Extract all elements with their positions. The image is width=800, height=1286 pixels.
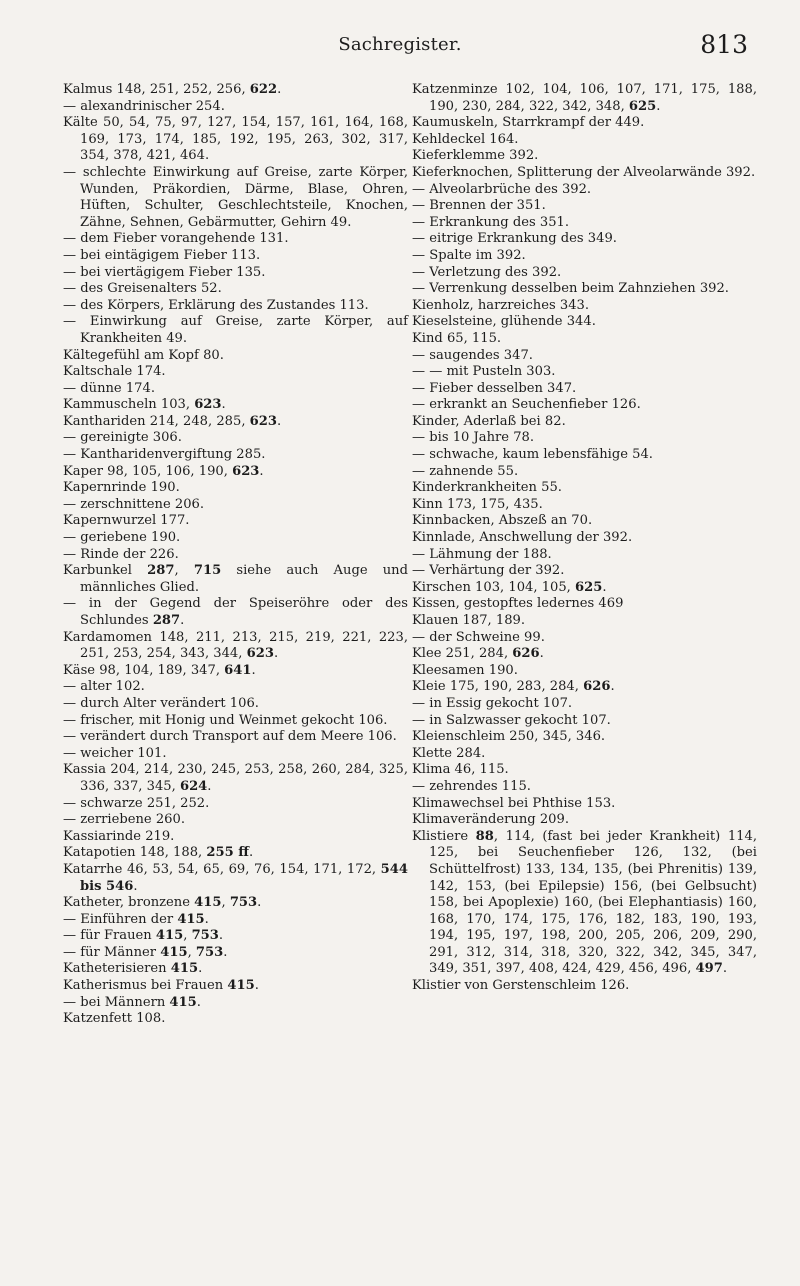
index-entry: Kleie 175, 190, 283, 284, 626. [412,679,615,695]
index-entry: Kinderkrankheiten 55. [412,480,562,496]
index-entry: — Verhärtung der 392. [412,563,565,579]
index-entry: Kieferklemme 392. [412,148,539,164]
index-entry: — frischer, mit Honig und Weinmet gekocht 106. [63,712,388,728]
index-entry: Kirschen 103, 104, 105, 625. [412,579,607,595]
index-entry: Katzenminze 102, 104, 106, 107, 171, 175, 188, 190, 230, 284, 322, 342, 348, 625. [412,82,757,114]
index-entry: Kapernwurzel 177. [63,513,190,529]
index-entry: Klimawechsel bei Phthise 153. [412,795,616,811]
index-entry: Klima 46, 115. [412,762,509,778]
index-entry: — dem Fieber vorangehende 131. [63,231,289,247]
index-entry: — zerschnittene 206. [63,496,205,512]
index-entry: Kind 65, 115. [412,330,502,346]
index-entry: Katzenfett 108. [63,1011,166,1027]
index-entry: — der Schweine 99. [412,629,545,645]
index-entry: Klistiere 88, 114, (fast bei jeder Krankheit) 114, 125, bei Seuchenfieber 126, 132, (bei Schüttelfrost) 133, 134, 135, (bei Phrenitis) 139, 142, 153, (bei Epilepsie) 156, (bei Gelbsucht) 158, bei Apoplexie) 160, (bei Elephantiasis) 160, 168, 170, 174, 175, 176, 182, 183, 190, 193, 194, 195, 197, 198, 200, 205, 206, 209, 290, 291, 312, 314, 318, 320, 322, 342, 345, 347, 349, 351, 397, 408, 424, 429, 456, 496, 497. [412,828,757,977]
index-entry: — alter 102. [63,679,145,695]
index-entry: Kanthariden 214, 248, 285, 623. [63,413,282,429]
index-entry: — eitrige Erkrankung des 349. [412,231,617,247]
index-entry: — Verrenkung desselben beim Zahnziehen 392. [412,281,729,297]
index-entry: — weicher 101. [63,745,167,761]
index-entry: — saugendes 347. [412,347,533,363]
index-column-left [63,82,408,1028]
index-entry: — Brennen der 351. [412,198,546,214]
index-entry: Kammuscheln 103, 623. [63,397,226,413]
index-entry: — alexandrinischer 254. [63,98,225,114]
index-entry: — Fieber desselben 347. [412,380,577,396]
index-entry: — zahnende 55. [412,463,519,479]
index-entry: — bei viertägigem Fieber 135. [63,264,266,280]
page-number: 813 [700,30,748,59]
index-entry: Kälte 50, 54, 75, 97, 127, 154, 157, 161, 164, 168, 169, 173, 174, 185, 192, 195, 263, 302, 317, 354, 378, 421, 464. [63,115,408,164]
index-entry: — in Salzwasser gekocht 107. [412,712,611,728]
index-entry: — des Körpers, Erklärung des Zustandes 113. [63,297,369,313]
index-entry: Klistier von Gerstenschleim 126. [412,978,630,994]
index-entry: Kinn 173, 175, 435. [412,496,543,512]
index-entry: Klauen 187, 189. [412,613,526,628]
index-entry: Kinnlade, Anschwellung der 392. [412,530,633,546]
index-entry: — Verletzung des 392. [412,264,562,280]
index-entry: Kissen, gestopftes ledernes 469 [412,596,624,612]
index-entry: Käse 98, 104, 189, 347, 641. [63,662,256,678]
index-entry: Katherismus bei Frauen 415. [63,978,259,994]
index-entry: Kehldeckel 164. [412,131,519,147]
index-entry: Kassia 204, 214, 230, 245, 253, 258, 260, 284, 325, 336, 337, 345, 624. [63,762,408,794]
index-entry: Kleienschleim 250, 345, 346. [412,729,606,745]
index-entry: — des Greisenalters 52. [63,281,222,297]
index-entry: Kapernrinde 190. [63,480,180,496]
index-entry: — in Essig gekocht 107. [412,695,573,711]
index-entry: — bis 10 Jahre 78. [412,430,535,446]
index-entry: — erkrankt an Seuchenfieber 126. [412,397,641,413]
index-entry: — zerriebene 260. [63,812,185,828]
index-entry: — bei Männern 415. [63,994,201,1010]
index-entry: — bei eintägigem Fieber 113. [63,247,261,263]
index-entry: — verändert durch Transport auf dem Meere 106. [63,729,397,745]
index-entry: Kieferknochen, Splitterung der Alveolarwände 392. [412,164,756,180]
index-entry: Kaper 98, 105, 106, 190, 623. [63,463,264,479]
index-entry: — schwache, kaum lebensfähige 54. [412,447,653,463]
index-entry: Kältegefühl am Kopf 80. [63,347,224,363]
index-entry: Kinnbacken, Abszeß an 70. [412,513,593,529]
index-entry: Klee 251, 284, 626. [412,646,544,662]
index-entry: Kaltschale 174. [63,364,166,380]
index-entry: — dünne 174. [63,380,156,396]
index-entry: — zehrendes 115. [412,778,531,794]
index-entry: — — mit Pusteln 303. [412,364,556,380]
index-entry: Kaumuskeln, Starrkrampf der 449. [412,115,645,131]
index-entry: Kinder, Aderlaß bei 82. [412,413,566,429]
index-entry: Katheterisieren 415. [63,961,203,977]
index-entry: Kassiarinde 219. [63,828,175,844]
index-entry: — Rinde der 226. [63,546,179,562]
index-entry: Katapotien 148, 188, 255 ff. [63,845,254,861]
index-entry: Karbunkel 287, 715 siehe auch Auge und männliches Glied. [63,563,408,595]
index-entry: — Spalte im 392. [412,247,526,263]
index-column-right [412,82,757,995]
index-entry: Klimaveränderung 209. [412,812,569,828]
index-entry: Kalmus 148, 251, 252, 256, 622. [63,82,282,97]
index-entry: — in der Gegend der Speiseröhre oder des Schlundes 287. [63,596,408,628]
index-entry: — Erkrankung des 351. [412,214,570,230]
index-entry: — schlechte Einwirkung auf Greise, zarte Körper, Wunden, Präkordien, Därme, Blase, Ohren, Hüften, Schulter, Geschlechtsteile, Knochen, Zähne, Sehnen, Gebärmutter, Gehirn 49. [63,164,408,230]
index-entry: Katarrhe 46, 53, 54, 65, 69, 76, 154, 171, 172, 544 bis 546. [63,861,408,894]
index-entry: — Lähmung der 188. [412,546,552,562]
index-entry: Kardamomen 148, 211, 213, 215, 219, 221, 223, 251, 253, 254, 343, 344, 623. [63,629,408,662]
index-entry: Kieselsteine, glühende 344. [412,314,596,330]
page-header [0,26,800,66]
index-entry: — schwarze 251, 252. [63,795,210,811]
index-entry: — für Männer 415, 753. [63,944,228,960]
index-entry: Kienholz, harzreiches 343. [412,297,590,313]
index-entry: — für Frauen 415, 753. [63,928,224,944]
index-entry: Kleesamen 190. [412,662,518,678]
index-entry: — Kantharidenvergiftung 285. [63,447,266,463]
running-title: Sachregister. [338,34,462,55]
index-entry: — Einführen der 415. [63,911,209,927]
index-entry: — durch Alter verändert 106. [63,695,259,711]
index-entry: — gereinigte 306. [63,430,182,446]
index-entry: — geriebene 190. [63,530,181,546]
index-entry: — Alveolarbrüche des 392. [412,181,592,197]
index-entry: Klette 284. [412,745,486,761]
index-entry: Katheter, bronzene 415, 753. [63,895,262,911]
index-entry: — Einwirkung auf Greise, zarte Körper, auf Krankheiten 49. [63,314,408,346]
